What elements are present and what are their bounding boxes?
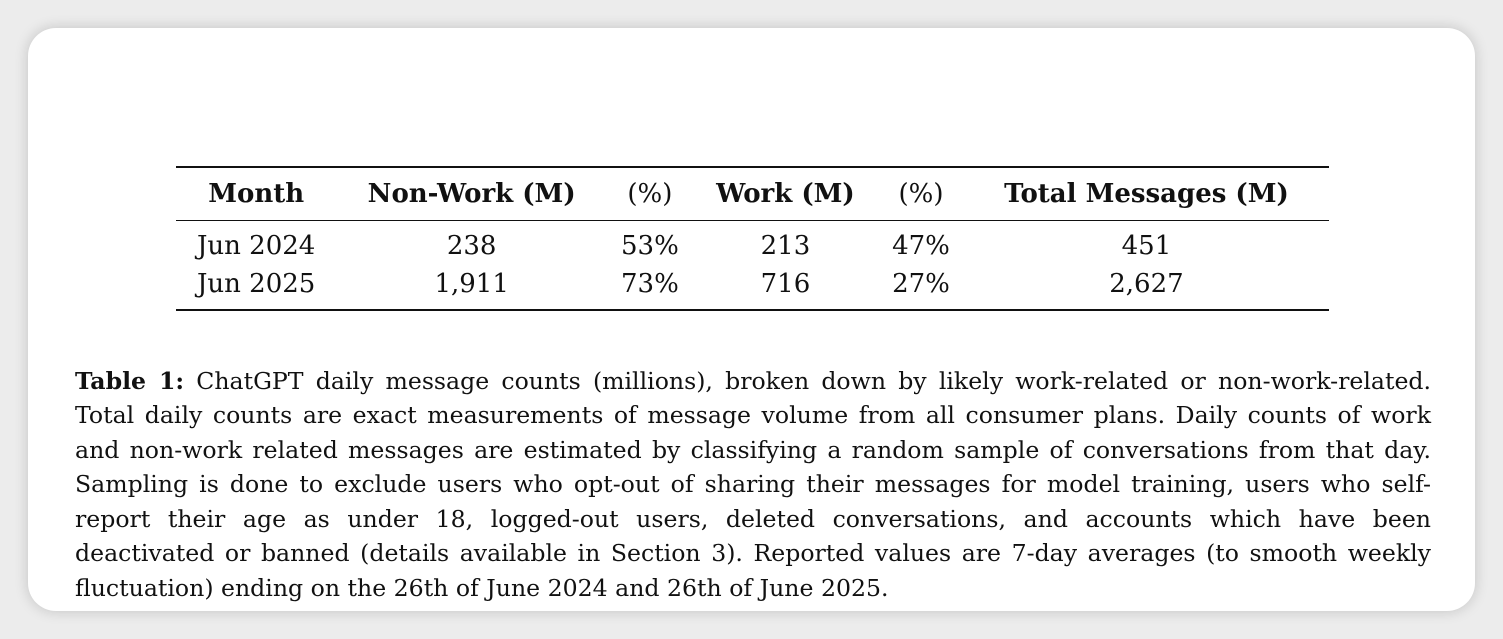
cell-non-work: 238 bbox=[446, 231, 497, 261]
cell-work-pct: 27% bbox=[892, 269, 950, 299]
cell-total: 451 bbox=[1121, 231, 1172, 261]
header-month: Month bbox=[208, 179, 305, 209]
header-total-messages: Total Messages (M) bbox=[1004, 179, 1289, 209]
cell-work: 716 bbox=[760, 269, 811, 299]
table-caption bbox=[75, 364, 1431, 606]
message-counts-table bbox=[176, 166, 1329, 311]
caption-label: Table 1: bbox=[75, 366, 185, 395]
cell-work-pct: 47% bbox=[892, 231, 950, 261]
header-non-work-pct: (%) bbox=[627, 179, 673, 209]
header-work-pct: (%) bbox=[898, 179, 944, 209]
cell-non-work-pct: 53% bbox=[620, 231, 679, 261]
header-non-work: Non-Work (M) bbox=[367, 179, 576, 209]
cell-non-work: 1,911 bbox=[434, 269, 509, 299]
table-container bbox=[176, 166, 1329, 311]
table-row bbox=[176, 221, 1329, 266]
cell-work: 213 bbox=[760, 231, 811, 261]
cell-month: Jun 2024 bbox=[197, 231, 316, 261]
table-row bbox=[176, 265, 1329, 310]
table-header-row bbox=[176, 167, 1329, 221]
header-work: Work (M) bbox=[716, 179, 855, 209]
cell-month: Jun 2025 bbox=[197, 269, 316, 299]
cell-total: 2,627 bbox=[1109, 269, 1184, 299]
figure-card bbox=[28, 28, 1475, 611]
cell-non-work-pct: 73% bbox=[620, 269, 679, 299]
caption-text: ChatGPT daily message counts (millions), broken down by likely work-related or non-work-related. Total daily counts are exact measurements of message volume from all consumer plans. Daily counts of work and non-work related messages are estimated by classifying a random sample of conversations from that day. Sampling is done to exclude users who opt-out of sharing their messages for model training, users who self-report their age as under 18, logged-out users, deleted conversations, and accounts which have been deactivated or banned (details available in Section 3). Reported values are 7-day averages (to smooth weekly fluctuation) ending on the 26th of June 2024 and 26th of June 2025. bbox=[75, 366, 1432, 602]
